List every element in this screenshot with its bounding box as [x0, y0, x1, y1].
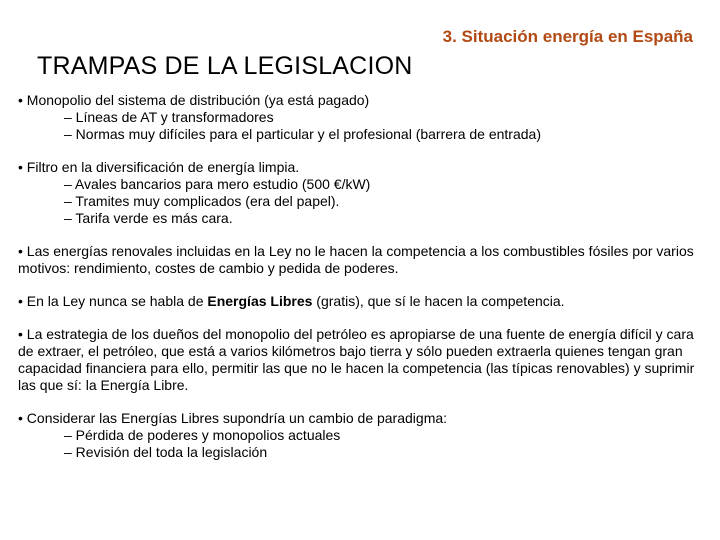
- sub-bullet: – Pérdida de poderes y monopolios actuales: [64, 427, 341, 443]
- slide-body: [18, 92, 708, 477]
- sub-bullet: – Normas muy difíciles para el particular y el profesional (barrera de entrada): [64, 126, 541, 142]
- bullet-text: • Filtro en la diversificación de energía limpia.: [18, 159, 300, 175]
- bullet-estrategia: [18, 326, 708, 394]
- bullet-text-emphasis: Energías Libres: [207, 293, 313, 309]
- bullet-text: • Considerar las Energías Libres supondría un cambio de paradigma:: [18, 410, 448, 426]
- bullet-text: • La estrategia de los dueños del monopolio del petróleo es apropiarse de una fuente de energía difícil y cara de extraer, el petróleo, que está a varios kilómetros bajo tierra y sólo pueden extraerla quienes tengan gran capacidad financiera para ello, permitir las que no le hacen la competencia (las típicas renovables) y suprimir las que sí: la Energía Libre.: [18, 326, 695, 393]
- bullet-paradigma: [18, 410, 708, 461]
- bullet-text: • Las energías renovales incluidas en la Ley no le hacen la competencia a los combustibles fósiles por varios motivos: rendimiento, costes de cambio y pedida de poderes.: [18, 243, 694, 276]
- bullet-renovables: [18, 243, 708, 277]
- bullet-text-end: (gratis), que sí le hacen la competencia.: [312, 293, 565, 309]
- slide-title: TRAMPAS DE LA LEGISLACION: [37, 52, 413, 80]
- sub-bullet: – Revisión del toda la legislación: [64, 444, 268, 460]
- bullet-filtro: [18, 159, 708, 227]
- bullet-text: [18, 293, 708, 310]
- section-label: 3. Situación energía en España: [442, 27, 693, 46]
- bullet-monopolio: [18, 92, 708, 143]
- sub-bullet: – Tarifa verde es más cara.: [64, 210, 233, 226]
- sub-bullet: – Avales bancarios para mero estudio (500 €/kW): [64, 176, 371, 192]
- sub-bullet: – Tramites muy complicados (era del papel).: [64, 193, 340, 209]
- bullet-text: • Monopolio del sistema de distribución (ya está pagado): [18, 92, 370, 108]
- sub-bullet: – Líneas de AT y transformadores: [64, 109, 274, 125]
- bullet-text-start: • En la Ley nunca se habla de: [18, 293, 208, 309]
- bullet-energias-libres: [18, 293, 708, 310]
